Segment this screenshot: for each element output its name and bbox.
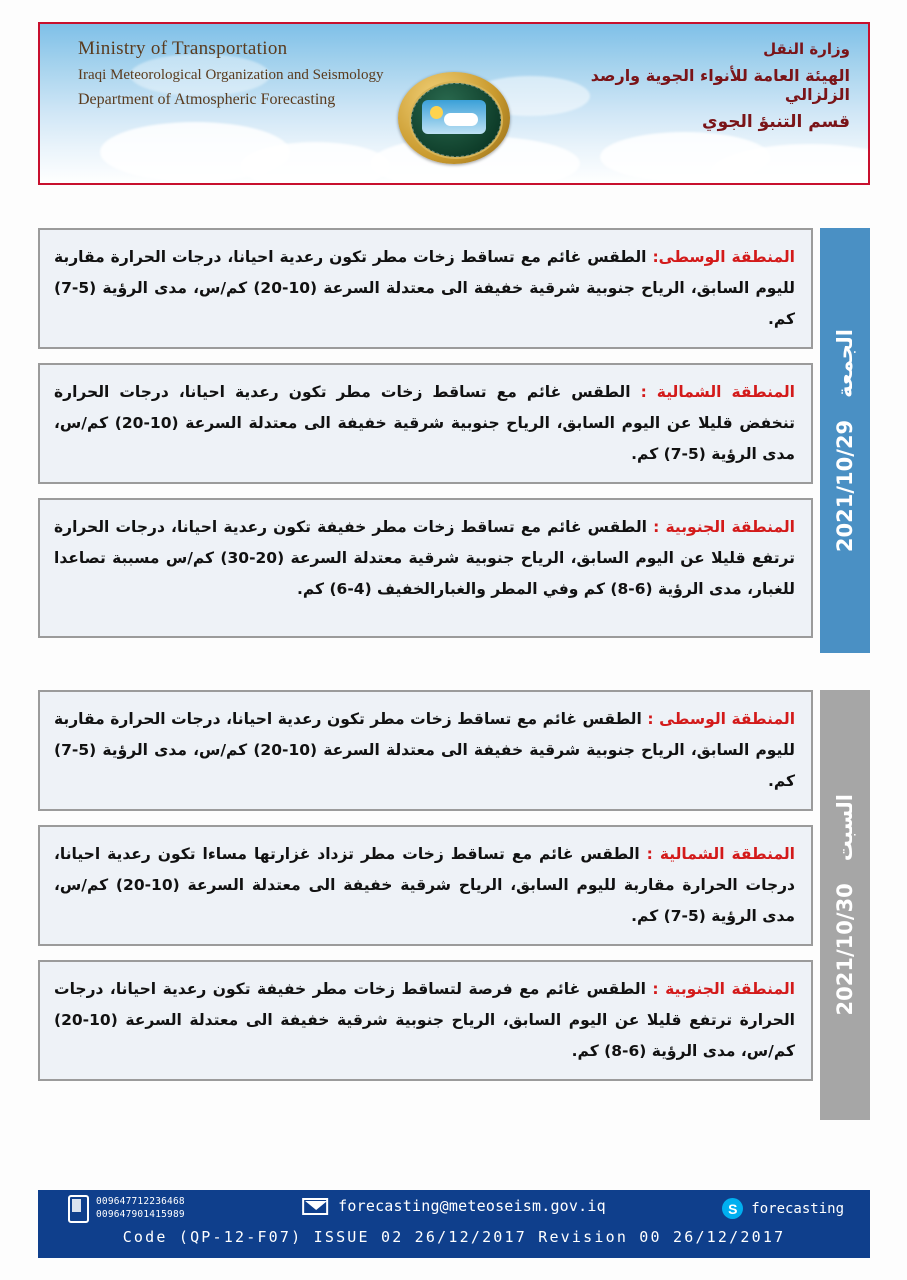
email-address[interactable]: forecasting@meteoseism.gov.iq [338,1197,606,1215]
day-block-1 [38,228,870,658]
day-name: السبت [832,794,857,862]
document-code-line: Code (QP-12-F07) ISSUE 02 26/12/2017 Revision 00 26/12/2017 [122,1228,786,1246]
phone-numbers [96,1196,185,1222]
footer-bar [38,1190,870,1258]
forecast-text: الطقس غائم مع تساقط زخات مطر تكون رعدية احيانا، درجات الحرارة مقاربة لليوم السابق، الرياح جنوبية شرقية خفيفة الى معتدلة السرعة (10-20) كم/س، مدى الرؤية (5-7) كم. [54,710,795,790]
forecast-card [38,960,813,1081]
organization-title-ar: الهيئة العامة للأنواء الجوية وارصد الزلزالي [590,66,850,104]
ministry-title-ar: وزارة النقل [763,40,850,58]
date-strip-text [832,794,858,1015]
footer-contacts [38,1190,870,1228]
date-strip-day-1 [820,228,870,653]
day-date: 2021/10/29 [832,419,857,553]
header-banner [38,22,870,185]
forecast-text: الطقس غائم مع فرصة لتساقط زخات مطر خفيفة تكون رعدية احيانا، درجات الحرارة ترتفع قليلا عن اليوم السابق، الرياح جنوبية شرقية خفيفة الى معتدلة السرعة (10-20) كم/س، مدى الرؤية (6-8) كم. [54,980,795,1060]
department-title-ar: قسم التنبؤ الجوي [702,112,850,132]
forecast-card [38,690,813,811]
forecast-text: الطقس غائم مع تساقط زخات مطر تزداد غزارتها مساءا تكون رعدية احيانا، درجات الحرارة مقاربة لليوم السابق، الرياح شرقية خفيفة الى معتدلة السرعة (10-20) كم/س، مدى الرؤية (5-7) كم. [54,845,795,925]
phone-number-2: 009647901415989 [96,1209,185,1220]
region-label: المنطقة الجنوبية : [652,980,795,998]
forecast-card [38,228,813,349]
envelope-icon [302,1198,328,1215]
header-english-titles [78,38,418,109]
region-label: المنطقة الشمالية : [640,383,795,401]
sun-icon [430,106,443,119]
day-date: 2021/10/30 [832,883,857,1016]
day-name: الجمعة [832,328,857,398]
forecast-card [38,825,813,946]
cloud-decoration [240,142,390,185]
region-label: المنطقة الوسطى : [647,710,796,728]
phone-number-1: 009647712236468 [96,1196,185,1208]
skype-icon: S [722,1198,743,1219]
forecast-cards-day-2 [38,690,813,1095]
region-label: المنطقة الجنوبية : [653,518,796,536]
department-title-en: Department of Atmospheric Forecasting [78,91,336,108]
forecast-card [38,363,813,484]
skype-handle[interactable]: forecasting [751,1200,844,1217]
ministry-title-en: Ministry of Transportation [78,38,288,59]
forecast-cards-day-1 [38,228,813,652]
organization-title-en: Iraqi Meteorological Organization and Seismology [78,67,384,83]
cloud-icon [444,113,478,126]
forecast-text: الطقس غائم مع تساقط زخات مطر تكون رعدية احيانا، درجات الحرارة تنخفض قليلا عن اليوم السابق، الرياح جنوبية شرقية خفيفة الى معتدلة السرعة (10-20) كم/س، مدى الرؤية (5-7) كم. [54,383,796,463]
skype-contact[interactable] [722,1198,844,1219]
phone-icon [68,1195,89,1223]
date-strip-text [832,329,858,552]
phone-contact [68,1195,185,1223]
forecast-text: الطقس غائم مع تساقط زخات مطر خفيفة تكون رعدية احيانا، درجات الحرارة ترتفع قليلا عن اليوم السابق، الرياح جنوبية شرقية معتدلة السرعة (20-30) كم/س مسببة تصاعدا للغبار، مدى الرؤية (6-8) كم وفي المطر والغبارالخفيف (4-6) كم. [54,518,795,598]
imos-logo-icon [398,72,510,164]
logo-sky-icon [422,100,486,134]
day-block-2 [38,690,870,1120]
region-label: المنطقة الشمالية : [646,845,795,863]
forecast-text: الطقس غائم مع تساقط زخات مطر تكون رعدية احيانا، درجات الحرارة مقاربة لليوم السابق، الرياح جنوبية شرقية خفيفة الى معتدلة السرعة (10-20) كم/س، مدى الرؤية (5-7) كم. [54,248,795,328]
header-arabic-titles [590,40,850,132]
email-contact[interactable] [302,1197,606,1215]
date-strip-day-2 [820,690,870,1120]
forecast-card [38,498,813,638]
region-label: المنطقة الوسطى: [652,248,795,266]
